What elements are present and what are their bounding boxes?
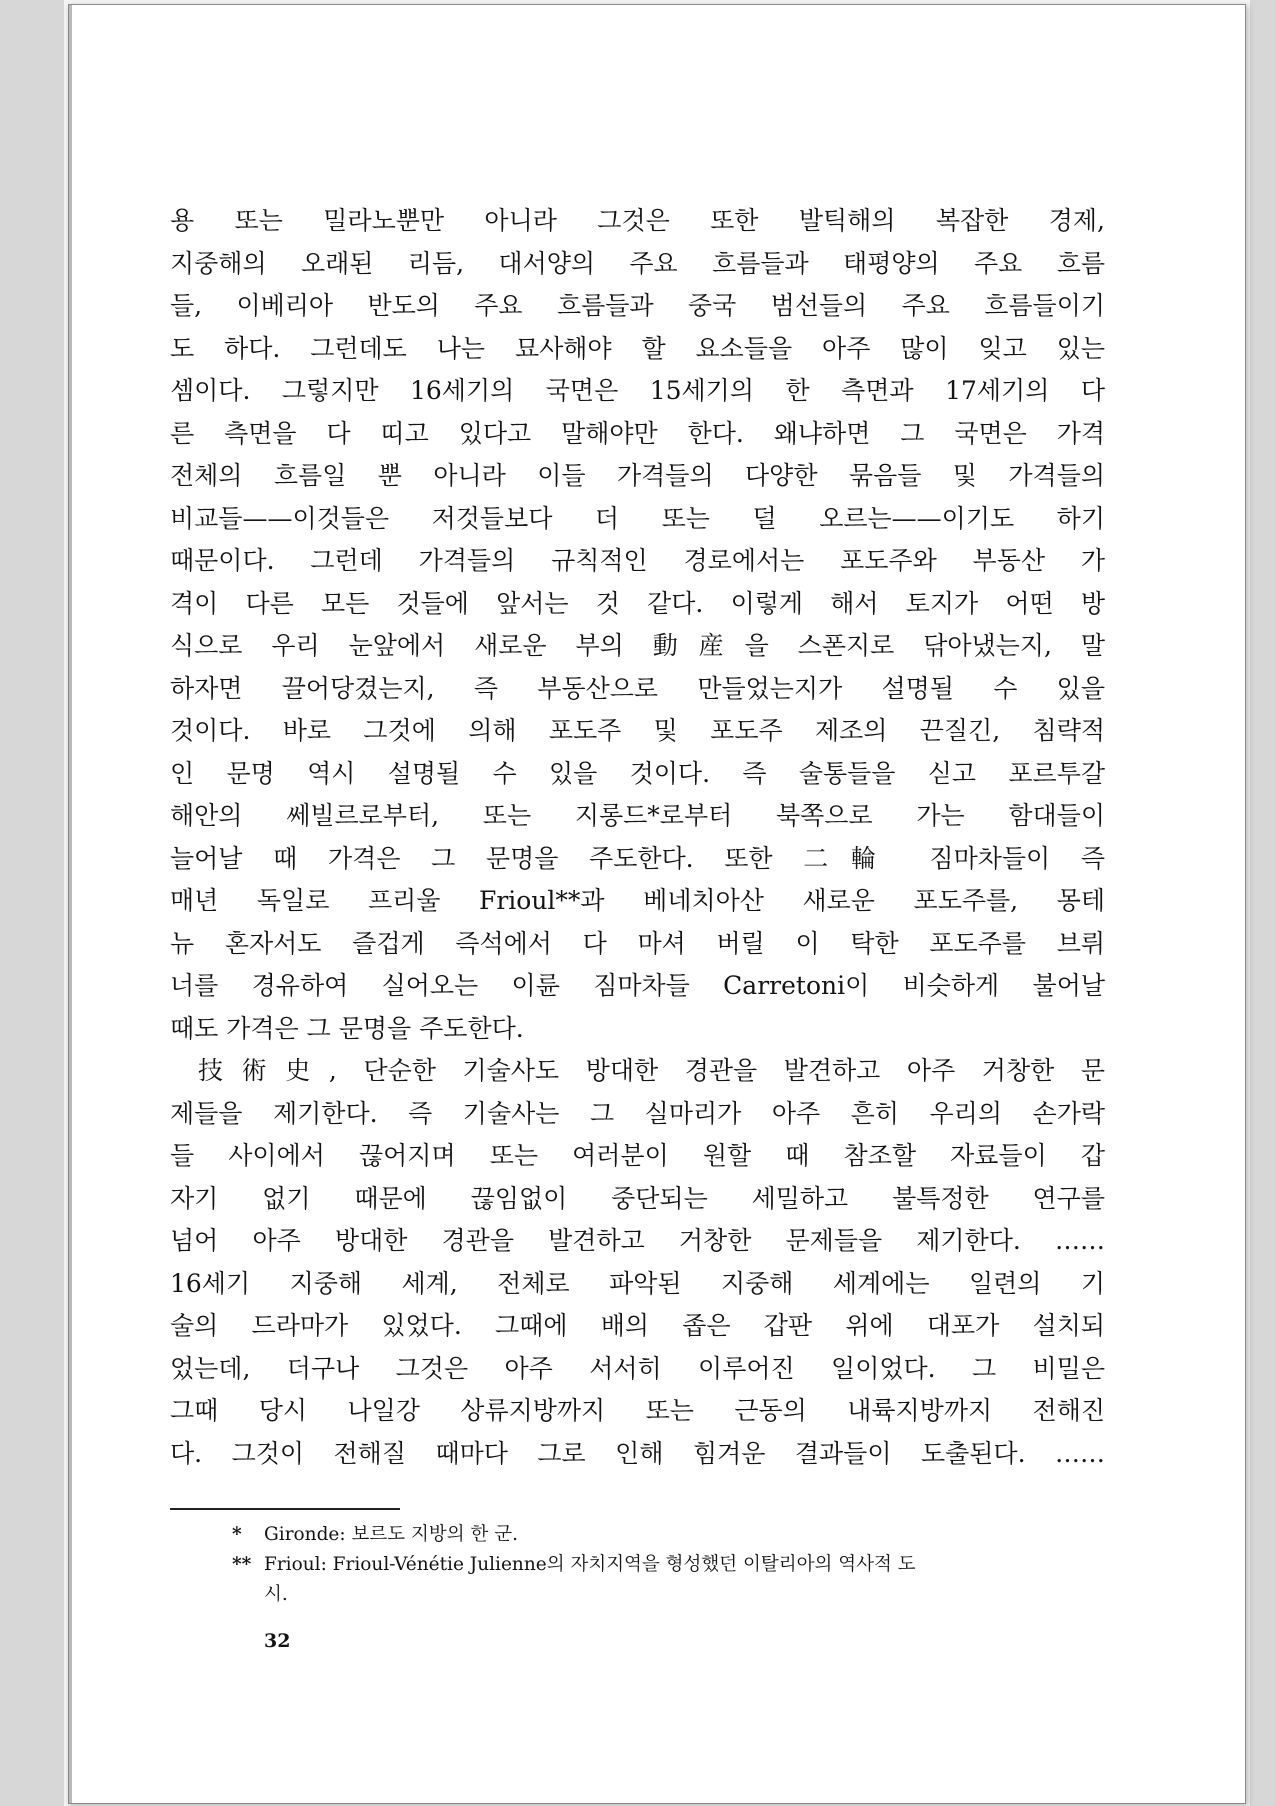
text-line: 들, 이베리아 반도의 주요 흐름들과 중국 범선들의 주요 흐름들이기 — [170, 291, 1105, 320]
text-line: 매년 독일로 프리울 Frioul**과 베네치아산 새로운 포도주를, 몽테 — [170, 886, 1105, 915]
text-line: 용 또는 밀라노뿐만 아니라 그것은 또한 발틱해의 복잡한 경제, — [170, 206, 1105, 235]
text-line: 비교들——이것들은 저것들보다 더 또는 덜 오르는——이기도 하기 — [170, 503, 1105, 533]
footnote-continuation: 시. — [264, 1584, 288, 1605]
text-line: 제들을 제기한다. 즉 기술사는 그 실마리가 아주 흔히 우리의 손가락 — [170, 1098, 1105, 1128]
text-line: 때도 가격은 그 문명을 주도한다. — [170, 1013, 524, 1043]
body-text — [170, 200, 1105, 1475]
text-line: 전체의 흐름일 뿐 아니라 이들 가격들의 다양한 묶음들 및 가격들의 — [170, 461, 1105, 490]
footnotes — [232, 1520, 1102, 1610]
footnote-divider — [170, 1508, 400, 1510]
text-line: 셈이다. 그렇지만 16세기의 국면은 15세기의 한 측면과 17세기의 다 — [170, 376, 1105, 405]
text-line: 넘어 아주 방대한 경관을 발견하고 거창한 문제들을 제기한다. …… — [170, 1226, 1105, 1255]
text-line: 들 사이에서 끊어지며 또는 여러분이 원할 때 참조할 자료들이 갑 — [170, 1141, 1105, 1170]
text-line: 른 측면을 다 띠고 있다고 말해야만 한다. 왜냐하면 그 국면은 가격 — [170, 418, 1105, 448]
text-line: 뉴 혼자서도 즐겁게 즉석에서 다 마셔 버릴 이 탁한 포도주를 브뤼 — [170, 928, 1105, 958]
page-number: 32 — [264, 1630, 291, 1652]
footnote-text: Frioul: Frioul-Vénétie Julienne의 자치지역을 형성했던 이탈리아의 역사적 도 — [264, 1554, 916, 1575]
footnote-text: Gironde: 보르도 지방의 한 군. — [264, 1524, 518, 1545]
footnote-1 — [232, 1520, 1102, 1550]
text-line: 었는데, 더구나 그것은 아주 서서히 이루어진 일이었다. 그 비밀은 — [170, 1353, 1105, 1383]
text-line: 늘어날 때 가격은 그 문명을 주도한다. 또한 二輪 짐마차들이 즉 — [170, 843, 1105, 873]
text-line: 해안의 쎄빌르로부터, 또는 지롱드*로부터 북쪽으로 가는 함대들이 — [170, 801, 1105, 830]
text-line: 때문이다. 그런데 가격들의 규칙적인 경로에서는 포도주와 부동산 가 — [170, 546, 1105, 575]
text-line: 지중해의 오래된 리듬, 대서양의 주요 흐름들과 태평양의 주요 흐름 — [170, 248, 1105, 278]
text-line: 그때 당시 나일강 상류지방까지 또는 근동의 내륙지방까지 전해진 — [170, 1396, 1105, 1425]
text-line: 도 하다. 그런데도 나는 묘사해야 할 요소들을 아주 많이 잊고 있는 — [170, 333, 1105, 363]
text-line: 技術史, 단순한 기술사도 방대한 경관을 발견하고 아주 거창한 문 — [198, 1056, 1105, 1085]
text-line: 하자면 끌어당겼는지, 즉 부동산으로 만들었는지가 설명될 수 있을 — [170, 673, 1105, 703]
text-line: 인 문명 역시 설명될 수 있을 것이다. 즉 술통들을 싣고 포르투갈 — [170, 758, 1105, 788]
text-line: 너를 경유하여 실어오는 이륜 짐마차들 Carretoni이 비슷하게 불어날 — [170, 971, 1105, 1000]
text-line: 것이다. 바로 그것에 의해 포도주 및 포도주 제조의 끈질긴, 침략적 — [170, 716, 1105, 745]
text-line: 자기 없기 때문에 끊임없이 중단되는 세밀하고 불특정한 연구를 — [170, 1183, 1105, 1213]
footnote-mark: * — [232, 1524, 242, 1545]
text-line: 술의 드라마가 있었다. 그때에 배의 좁은 갑판 위에 대포가 설치되 — [170, 1311, 1105, 1340]
footnote-2 — [232, 1550, 1102, 1580]
text-line: 격이 다른 모든 것들에 앞서는 것 같다. 이렇게 해서 토지가 어떤 방 — [170, 588, 1105, 618]
text-line: 식으로 우리 눈앞에서 새로운 부의 動産을 스폰지로 닦아냈는지, 말 — [170, 631, 1105, 660]
footnote-mark: ** — [232, 1554, 252, 1575]
page-edge — [69, 5, 72, 1803]
text-line: 16세기 지중해 세계, 전체로 파악된 지중해 세계에는 일련의 기 — [170, 1268, 1105, 1298]
text-line: 다. 그것이 전해질 때마다 그로 인해 힘겨운 결과들이 도출된다. …… — [170, 1438, 1105, 1468]
